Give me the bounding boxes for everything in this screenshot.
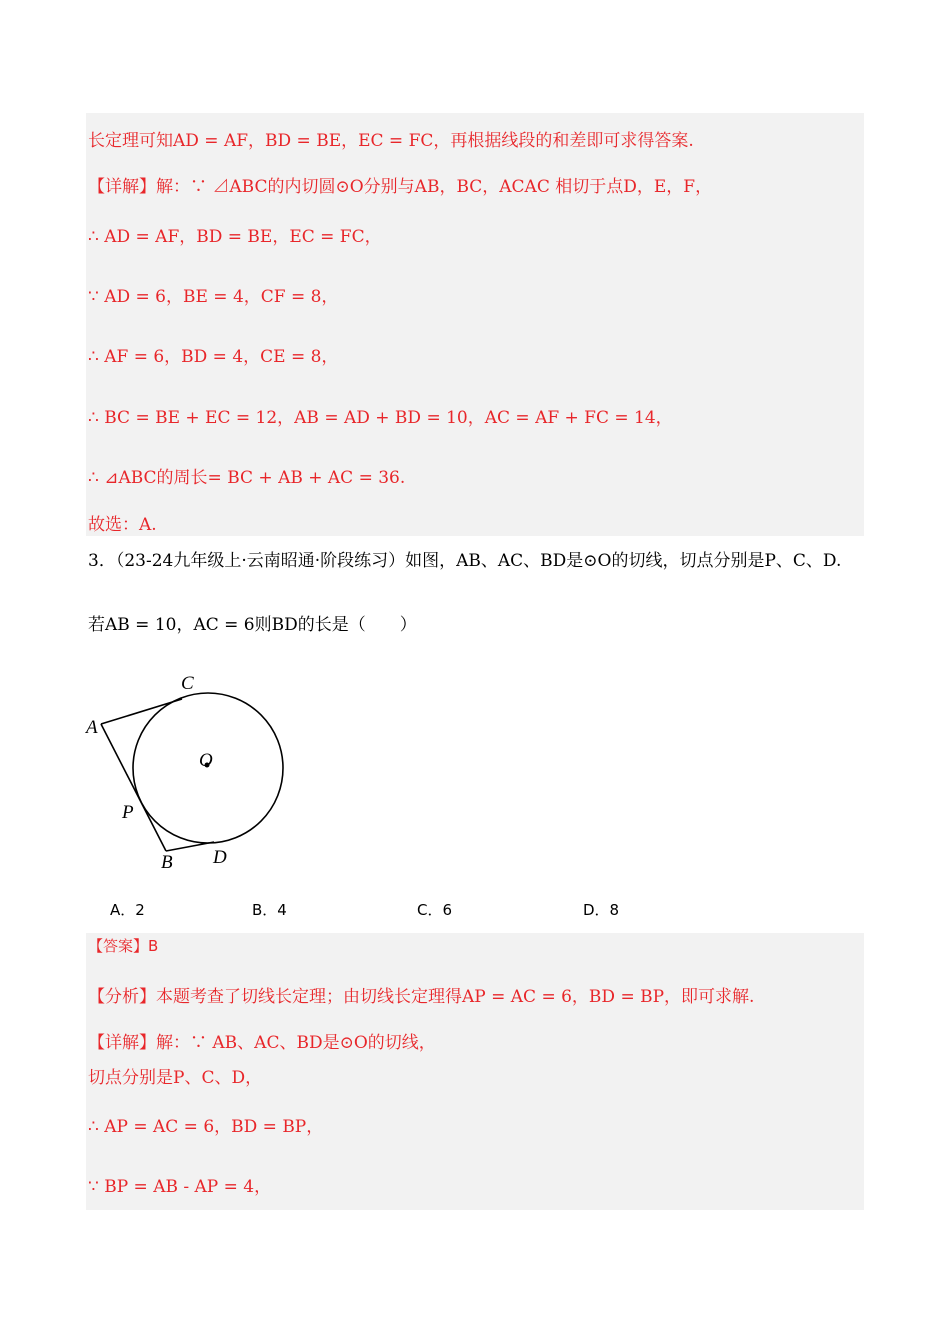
solution2-line8: 故选：A. xyxy=(88,515,157,535)
solution3-detail2: 切点分别是P、C、D， xyxy=(88,1068,263,1088)
solution2-line1: 长定理可知AD = AF，BD = BE，EC = FC，再根据线段的和差即可求得答案. xyxy=(88,131,694,151)
label-o: O xyxy=(199,750,213,771)
segment-bd xyxy=(166,842,214,851)
label-b: B xyxy=(161,852,173,873)
solution3-detail1: 【详解】解：∵ AB、AC、BD是⊙O的切线， xyxy=(88,1033,436,1053)
option-a: A．2 xyxy=(110,901,145,919)
question3-line2: 若AB = 10，AC = 6则BD的长是（ ） xyxy=(88,615,417,635)
solution3-detail3: ∴ AP = AC = 6，BD = BP， xyxy=(88,1117,324,1137)
solution2-line2: 【详解】解：∵ ⊿ABC的内切圆⊙O分别与AB，BC，ACAC 相切于点D，E，F， xyxy=(88,177,713,197)
question3-line1: 3．（23-24九年级上·云南昭通·阶段练习）如图，AB、AC、BD是⊙O的切线，切点分别是P、C、D. xyxy=(88,551,842,571)
label-d: D xyxy=(213,847,227,868)
solution2-line4: ∵ AD = 6，BE = 4，CF = 8， xyxy=(88,287,339,307)
solution3-answer: 【答案】B xyxy=(88,937,159,955)
solution3-detail4: ∵ BP = AB - AP = 4， xyxy=(88,1177,272,1197)
label-p: P xyxy=(122,802,134,823)
segment-ab xyxy=(101,724,166,851)
solution2-line5: ∴ AF = 6，BD = 4，CE = 8， xyxy=(88,347,339,367)
solution2-line3: ∴ AD = AF，BD = BE，EC = FC， xyxy=(88,227,382,247)
solution3-analysis: 【分析】本题考查了切线长定理；由切线长定理得AP = AC = 6，BD = BP，即可求解. xyxy=(88,987,755,1007)
segment-ac xyxy=(101,699,182,724)
option-c: C．6 xyxy=(417,901,453,919)
solution2-line7: ∴ ⊿ABC的周长= BC + AB + AC = 36. xyxy=(88,468,406,488)
option-b: B．4 xyxy=(252,901,287,919)
solution2-line6: ∴ BC = BE + EC = 12，AB = AD + BD = 10，AC = AF + FC = 14， xyxy=(88,408,673,428)
tangent-circle-figure xyxy=(80,665,300,880)
label-a: A xyxy=(86,717,98,738)
option-d: D．8 xyxy=(583,901,620,919)
label-c: C xyxy=(181,673,194,694)
